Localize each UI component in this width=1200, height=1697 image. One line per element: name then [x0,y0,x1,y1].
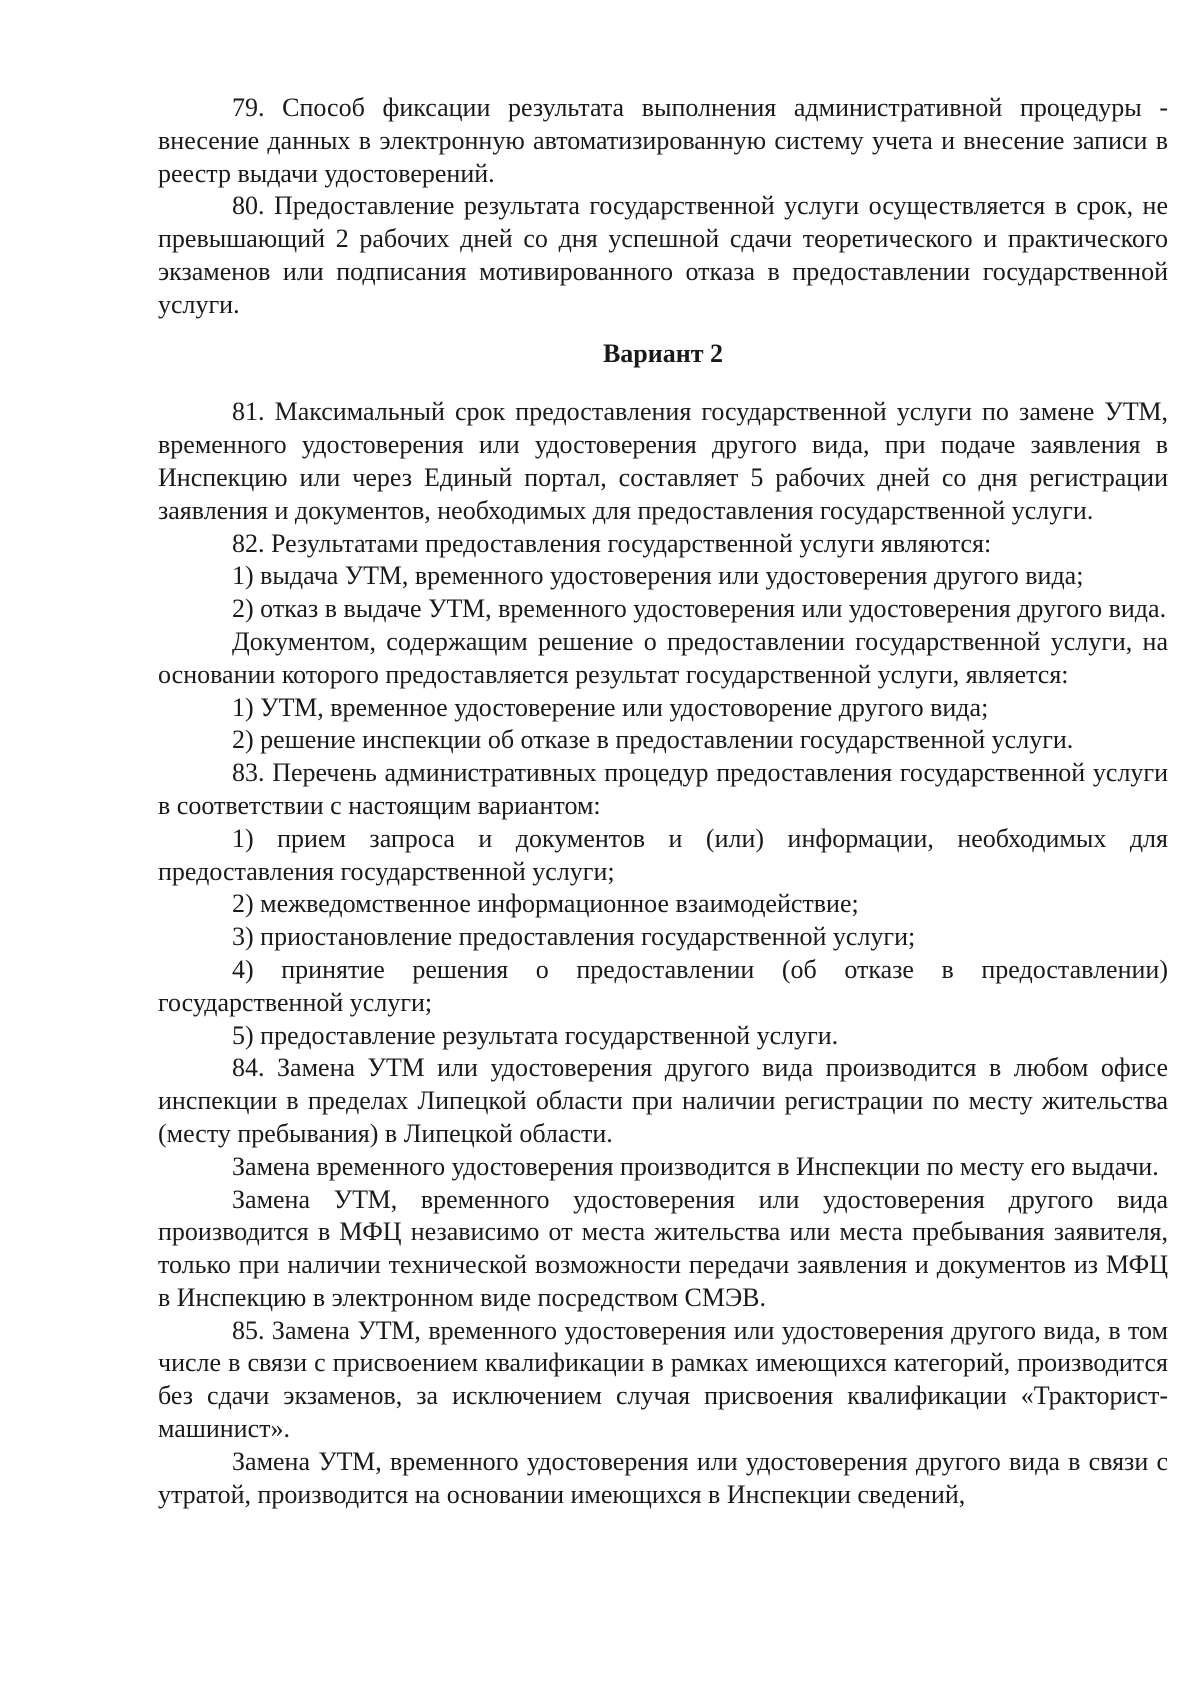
list-item: 1) УТМ, временное удостоверение или удостоворение другого вида; [232,692,989,722]
paragraph-79: 79. Способ фиксации результата выполнения административной процедуры - внесение данных в электронную автоматизированную систему учета и внесение записи в реестр выдачи удостоверений. [158,93,1168,188]
list-item: 2) межведомственное информационное взаимодействие; [232,889,859,919]
document-body [158,92,1168,1511]
paragraph-83: 83. Перечень административных процедур предоставления государственной услуги в соответствии с настоящим вариантом: [158,758,1168,820]
list-item: 3) приостановление предоставления государственной услуги; [232,922,916,952]
paragraph-document-decision: Документом, содержащим решение о предоставлении государственной услуги, на основании которого предоставляется результат государственной услуги, является: [158,626,1168,689]
list-item: 2) отказ в выдаче УТМ, временного удостоверения или удостоверения другого вида. [232,594,1167,624]
paragraph-temporary-replacement: Замена временного удостоверения производится в Инспекции по месту его выдачи. [232,1151,1159,1181]
paragraph-85: 85. Замена УТМ, временного удостоверения или удостоверения другого вида, в том числе в связи с присвоением квалификации в рамках имеющихся категорий, производится без сдачи экзаменов, за исключением случая присвоения квалификации «Тракторист-машинист». [158,1315,1168,1444]
list-item: 5) предоставление результата государственной услуги. [232,1020,839,1050]
list-item: 1) выдача УТМ, временного удостоверения или удостоверения другого вида; [232,561,1084,591]
list-item: 4) принятие решения о предоставлении (об отказе в предоставлении) государственной услуги; [158,954,1168,1017]
paragraph-80: 80. Предоставление результата государственной услуги осуществляется в срок, не превышающий 2 рабочих дней со дня успешной сдачи теоретического и практического экзаменов или подписания мотивированного отказа в предоставлении государственной услуги. [158,191,1168,319]
paragraph-82: 82. Результатами предоставления государственной услуги являются: [232,528,992,558]
paragraph-mfc-replacement: Замена УТМ, временного удостоверения или удостоверения другого вида производится в МФЦ независимо от места жительства или места пребывания заявителя, только при наличии технической возможности передачи заявления и документов из МФЦ в Инспекцию в электронном виде посредством СМЭВ. [158,1184,1168,1312]
list-item: 2) решение инспекции об отказе в предоставлении государственной услуги. [232,725,1074,755]
section-heading: Вариант 2 [602,338,724,368]
paragraph-81: 81. Максимальный срок предоставления государственной услуги по замене УТМ, временного удостоверения или удостоверения другого вида, при подаче заявления в Инспекцию или через Единый портал, составляет 5 рабочих дней со дня регистрации заявления и документов, необходимых для предоставления государственной услуги. [158,397,1168,525]
list-item: 1) прием запроса и документов и (или) информации, необходимых для предоставления государственной услуги; [158,823,1168,886]
paragraph-84: 84. Замена УТМ или удостоверения другого вида производится в любом офисе инспекции в пределах Липецкой области при наличии регистрации по месту жительства (месту пребывания) в Липецкой области. [158,1053,1168,1148]
paragraph-loss-replacement: Замена УТМ, временного удостоверения или удостоверения другого вида в связи с утратой, производится на основании имеющихся в Инспекции сведений, [158,1446,1168,1509]
